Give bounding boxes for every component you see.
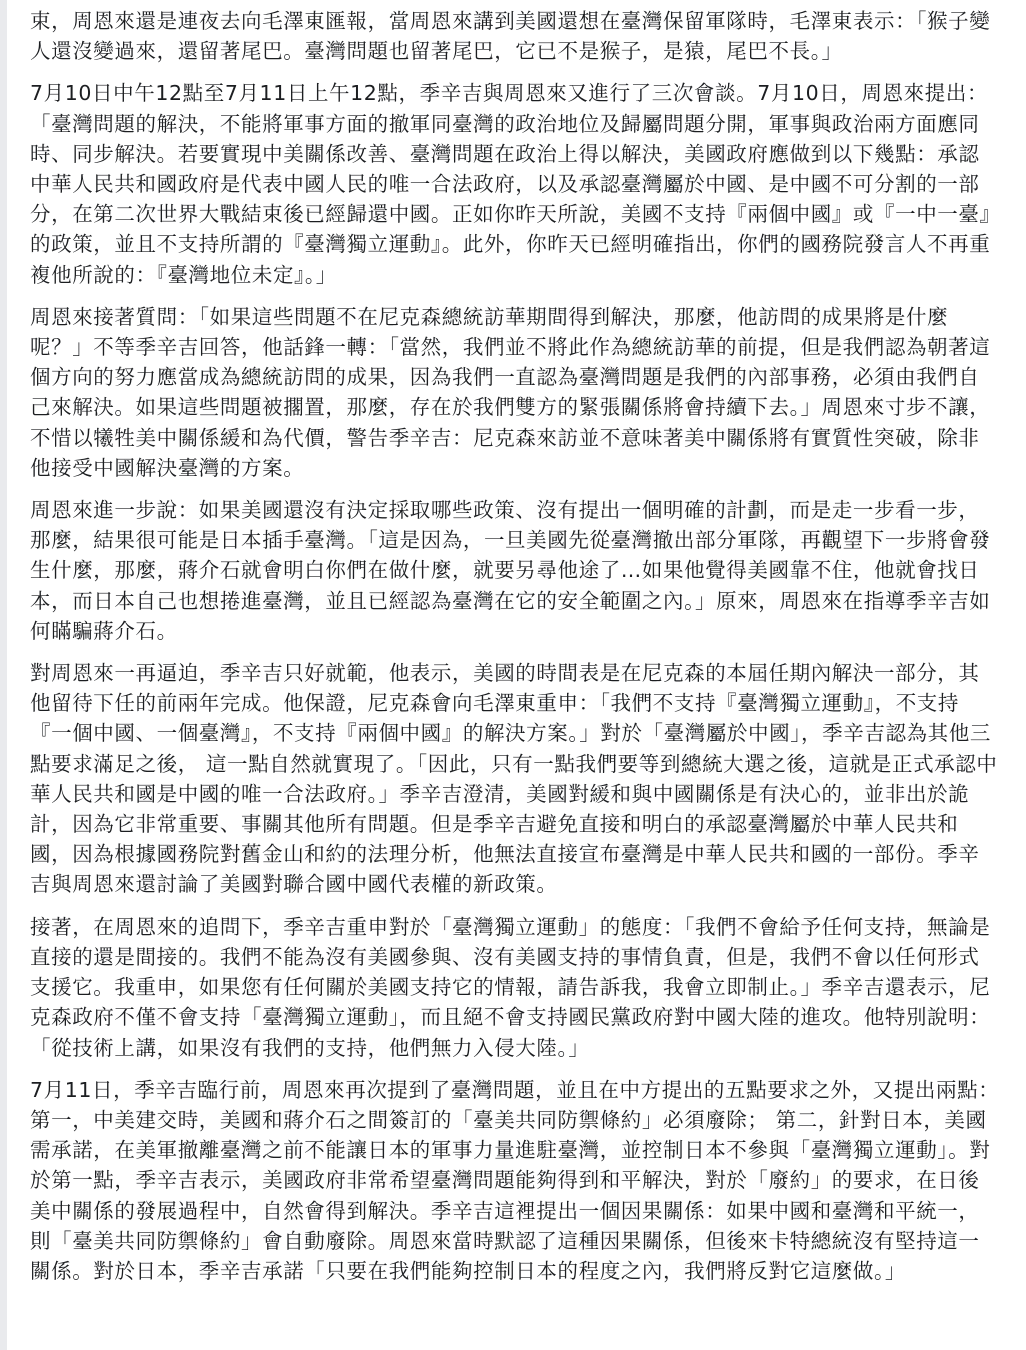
- paragraph-6: 接著，在周恩來的追問下，季辛吉重申對於「臺灣獨立運動」的態度：「我們不會給予任何支持，無論是直接的還是間接的。我們不能為沒有美國參與、沒有美國支持的事情負責，但是，我們不會以任何形式支援它。我重申，如果您有任何關於美國支持它的情報，請告訴我，我會立即制止。」季辛吉還表示，尼克森政府不僅不會支持「臺灣獨立運動」，而且絕不會支持國民黨政府對中國大陸的進攻。他特別說明：「從技術上講，如果沒有我們的支持，他們無力入侵大陸。」: [30, 914, 991, 1060]
- paragraph-2: 7月10日中午12點至7月11日上午12點，季辛吉與周恩來又進行了三次會談。7月10日，周恩來提出：「臺灣問題的解決，不能將軍事方面的撤軍同臺灣的政治地位及歸屬問題分開，軍事與政治兩方面應同時、同步解決。若要實現中美關係改善、臺灣問題在政治上得以解決，美國政府應做到以下幾點：承認中華人民共和國政府是代表中國人民的唯一合法政府，以及承認臺灣屬於中國、是中國不可分割的一部分，在第二次世界大戰結束後已經歸還中國。正如你昨天所說，美國不支持『兩個中國』或『一中一臺』的政策，並且不支持所謂的『臺灣獨立運動』。此外，你昨天已經明確指出，你們的國務院發言人不再重複他所說的：『臺灣地位未定』。」: [30, 81, 991, 287]
- article-body: [30, 6, 1000, 1298]
- paragraph-1: 束，周恩來還是連夜去向毛澤東匯報，當周恩來講到美國還想在臺灣保留軍隊時，毛澤東表示：「猴子變人還沒變過來，還留著尾巴。臺灣問題也留著尾巴，它已不是猴子，是猿，尾巴不長。」: [30, 9, 991, 64]
- paragraph-3: 周恩來接著質問：「如果這些問題不在尼克森總統訪華期間得到解決，那麼，他訪問的成果將是什麼呢？」不等季辛吉回答，他話鋒一轉：「當然，我們並不將此作為總統訪華的前提，但是我們認為朝著這個方向的努力應當成為總統訪問的成果，因為我們一直認為臺灣問題是我們的內部事務，必須由我們自己來解決。如果這些問題被擱置，那麼，存在於我們雙方的緊張關係將會持續下去。」周恩來寸步不讓，不惜以犧牲美中關係緩和為代價，警告季辛吉：尼克森來訪並不意味著美中關係將有實質性突破，除非他接受中國解決臺灣的方案。: [30, 304, 991, 480]
- paragraph-7: 7月11日，季辛吉臨行前，周恩來再次提到了臺灣問題，並且在中方提出的五點要求之外，又提出兩點：第一，中美建交時，美國和蔣介石之間簽訂的「臺美共同防禦條約」必須廢除； 第二，針對日本，美國需承諾，在美軍撤離臺灣之前不能讓日本的軍事力量進駐臺灣，並控制日本不參與「臺灣獨立運動」。對於第一點，季辛吉表示，美國政府非常希望臺灣問題能夠得到和平解決，對於「廢約」的要求，在日後美中關係的發展過程中，自然會得到解決。季辛吉這裡提出一個因果關係：如果中國和臺灣和平統一，則「臺美共同防禦條約」會自動廢除。周恩來當時默認了這種因果關係，但後來卡特總統沒有堅持這一關係。對於日本，季辛吉承諾「只要在我們能夠控制日本的程度之內，我們將反對它這麼做。」: [30, 1077, 1000, 1283]
- paragraph-5: 對周恩來一再逼迫，季辛吉只好就範，他表示，美國的時間表是在尼克森的本屆任期內解決一部分，其他留待下任的前兩年完成。他保證，尼克森會向毛澤東重申：「我們不支持『臺灣獨立運動』，不支持『一個中國、一個臺灣』，不支持『兩個中國』的解決方案。」對於「臺灣屬於中國」，季辛吉認為其他三點要求滿足之後， 這一點自然就實現了。「因此，只有一點我們要等到總統大選之後，這就是正式承認中華人民共和國是中國的唯一合法政府。」季辛吉澄清，美國對緩和與中國關係是有決心的，並非出於詭計，因為它非常重要、事關其他所有問題。但是季辛吉避免直接和明白的承認臺灣屬於中華人民共和國，因為根據國務院對舊金山和約的法理分析，他無法直接宣布臺灣是中華人民共和國的一部份。季辛吉與周恩來還討論了美國對聯合國中國代表權的新政策。: [30, 661, 998, 897]
- paragraph-4: 周恩來進一步說：如果美國還沒有決定採取哪些政策、沒有提出一個明確的計劃，而是走一步看一步，那麼，結果很可能是日本插手臺灣。「這是因為，一旦美國先從臺灣撤出部分軍隊，再觀望下一步將會發生什麼，那麼，蔣介石就會明白你們在做什麼，就要另尋他途了…如果他覺得美國靠不住，他就會找日本，而日本自己也想捲進臺灣，並且已經認為臺灣在它的安全範圍之內。」原來，周恩來在指導季辛吉如何瞞騙蔣介石。: [30, 498, 991, 643]
- left-edge-strip: [0, 0, 7, 1350]
